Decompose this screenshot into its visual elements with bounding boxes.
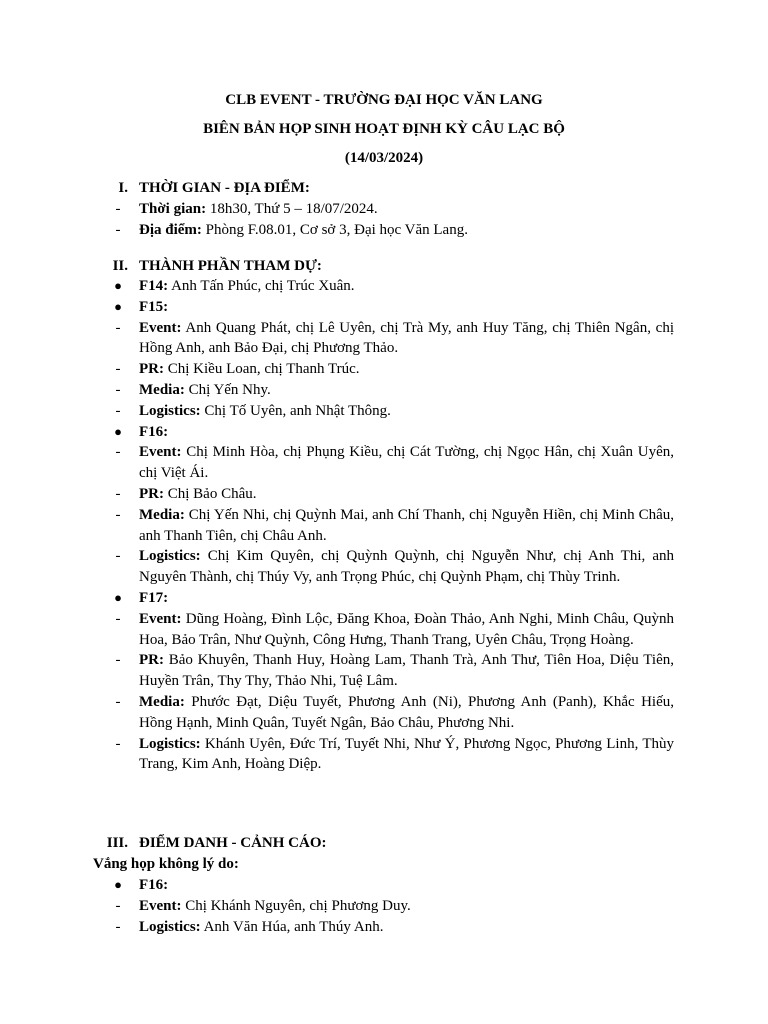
f15-logistics-members: Chị Tố Uyên, anh Nhật Thông. <box>200 402 391 419</box>
list-item-f16-pr <box>0 484 768 505</box>
f16-pr-label: PR: <box>139 485 164 502</box>
f16-pr-members: Chị Bảo Châu. <box>164 485 257 502</box>
location-value: Phòng F.08.01, Cơ sở 3, Đại học Văn Lang. <box>201 221 468 238</box>
dash-marker: - <box>115 610 121 627</box>
list-item-time <box>0 199 768 220</box>
section-2-list <box>0 276 768 775</box>
list-item-f17-event <box>0 609 768 651</box>
list-item-f17 <box>0 588 768 609</box>
absence-event-members: Chị Khánh Nguyên, chị Phương Duy. <box>181 897 411 914</box>
dash-marker: - <box>115 402 121 419</box>
section-1-list <box>0 199 768 241</box>
dash-marker: - <box>115 693 121 710</box>
f16-label: F16: <box>139 423 169 440</box>
f17-label: F17: <box>139 589 169 606</box>
dash-marker: - <box>115 897 121 914</box>
section-1-title: THỜI GIAN - ĐỊA ĐIỂM: <box>139 180 310 196</box>
list-item-f17-logistics <box>0 734 768 776</box>
club-title: CLB EVENT - TRƯỜNG ĐẠI HỌC VĂN LANG <box>225 92 543 108</box>
f16-logistics-label: Logistics: <box>139 548 201 565</box>
time-value: 18h30, Thứ 5 – 18/07/2024. <box>206 201 378 217</box>
f16-event-label: Event: <box>139 444 182 461</box>
f17-media-members: Phước Đạt, Diệu Tuyết, Phương Anh (Ni), Phương Anh (Panh), Khắc Hiếu, Hồng Hạnh, Minh Quân, Tuyết Ngân, Bảo Châu, Phương Nhi. <box>139 693 674 731</box>
list-item-f16-media <box>0 505 768 547</box>
dash-marker: - <box>115 506 121 523</box>
f15-event-label: Event: <box>139 319 182 336</box>
list-item-f16 <box>0 422 768 443</box>
dash-marker: - <box>115 319 121 336</box>
section-3-list <box>0 875 768 937</box>
list-item-f15-event <box>0 318 768 360</box>
f15-event-members: Anh Quang Phát, chị Lê Uyên, chị Trà My, anh Huy Tăng, chị Thiên Ngân, chị Hồng Anh, anh Bảo Đại, chị Phương Thảo. <box>139 319 674 357</box>
f16-media-members: Chị Yến Nhi, chị Quỳnh Mai, anh Chí Thanh, chị Nguyễn Hiền, chị Minh Châu, anh Thanh Tiên, chị Châu Anh. <box>139 506 674 544</box>
f17-event-members: Dũng Hoàng, Đình Lộc, Đăng Khoa, Đoàn Thảo, Anh Nghi, Minh Châu, Quỳnh Hoa, Bảo Trân, Như Quỳnh, Công Hưng, Thanh Trang, Uyên Châu, Trọng Hoàng. <box>139 610 674 648</box>
f14-members: Anh Tấn Phúc, chị Trúc Xuân. <box>168 278 355 294</box>
absence-event-label: Event: <box>139 897 182 914</box>
f15-media-members: Chị Yến Nhy. <box>184 381 271 398</box>
list-item-absence-event <box>0 896 768 917</box>
f15-pr-label: PR: <box>139 361 164 378</box>
bullet-marker: ● <box>114 298 122 314</box>
dash-marker: - <box>115 221 121 238</box>
minutes-title: BIÊN BẢN HỌP SINH HOẠT ĐỊNH KỲ CÂU LẠC BỘ <box>203 121 565 137</box>
f16-media-label: Media: <box>139 506 185 523</box>
time-label: Thời gian: <box>139 201 207 217</box>
location-label: Địa điểm: <box>139 221 202 238</box>
bullet-marker: ● <box>114 589 122 605</box>
bullet-marker: ● <box>114 877 122 892</box>
section-2-title: THÀNH PHẦN THAM DỰ: <box>139 258 322 274</box>
dash-marker: - <box>115 201 121 217</box>
f17-logistics-label: Logistics: <box>139 735 201 752</box>
section-3-title: ĐIỂM DANH - CẢNH CÁO: <box>139 835 327 851</box>
section-1-number: I. <box>118 180 128 196</box>
dash-marker: - <box>115 548 121 565</box>
list-item-f15-pr <box>0 359 768 380</box>
bullet-marker: ● <box>114 278 122 293</box>
section-3-number: III. <box>106 835 128 851</box>
list-item-f15 <box>0 297 768 318</box>
absence-logistics-members: Anh Văn Húa, anh Thúy Anh. <box>200 918 384 935</box>
dash-marker: - <box>115 361 121 378</box>
f15-pr-members: Chị Kiều Loan, chị Thanh Trúc. <box>164 361 360 378</box>
list-item-f16-event <box>0 442 768 484</box>
list-item-f15-logistics <box>0 401 768 422</box>
dash-marker: - <box>115 735 121 752</box>
section-1-heading <box>0 178 768 199</box>
f17-logistics-members: Khánh Uyên, Đức Trí, Tuyết Nhi, Như Ý, Phương Ngọc, Phương Linh, Thùy Trang, Kim Anh, Hoàng Diệp. <box>139 735 674 773</box>
f17-event-label: Event: <box>139 610 182 627</box>
section-3-heading <box>0 833 768 854</box>
list-item-f14 <box>0 276 768 297</box>
f16-logistics-members: Chị Kim Quyên, chị Quỳnh Quỳnh, chị Nguyễn Như, chị Anh Thi, anh Nguyên Thành, chị Thúy Vy, anh Trọng Phúc, chị Quỳnh Phạm, chị Thùy Trinh. <box>139 548 674 586</box>
dash-marker: - <box>115 444 121 461</box>
dash-marker: - <box>115 918 121 935</box>
absence-subtitle: Vắng họp không lý do: <box>93 856 239 872</box>
list-item-absence-logistics <box>0 917 768 938</box>
list-item-f17-media <box>0 692 768 734</box>
f17-media-label: Media: <box>139 693 185 710</box>
list-item-location <box>0 220 768 241</box>
f16-event-members: Chị Minh Hòa, chị Phụng Kiều, chị Cát Tường, chị Ngọc Hân, chị Xuân Uyên, chị Việt Ái. <box>139 444 674 482</box>
absence-logistics-label: Logistics: <box>139 918 201 935</box>
minutes-date: (14/03/2024) <box>344 150 424 166</box>
dash-marker: - <box>115 381 121 398</box>
f17-pr-members: Bảo Khuyên, Thanh Huy, Hoàng Lam, Thanh Trà, Anh Thư, Tiên Hoa, Diệu Tiên, Huyền Trân, Thy Thy, Thảo Nhi, Tuệ Lâm. <box>139 652 674 690</box>
list-item-f17-pr <box>0 650 768 692</box>
f15-media-label: Media: <box>139 381 185 398</box>
section-2-number: II. <box>112 258 128 274</box>
dash-marker: - <box>115 485 121 502</box>
f15-logistics-label: Logistics: <box>139 402 201 419</box>
dash-marker: - <box>115 652 121 669</box>
document-header <box>0 86 768 173</box>
list-item-f15-media <box>0 380 768 401</box>
f15-label: F15: <box>139 298 169 315</box>
f17-pr-label: PR: <box>139 652 164 669</box>
f14-label: F14: <box>139 278 169 294</box>
list-item-f16-logistics <box>0 546 768 588</box>
list-item-f16-absence <box>0 875 768 896</box>
bullet-marker: ● <box>114 423 122 439</box>
absence-f16-label: F16: <box>139 877 169 893</box>
section-2-heading <box>0 256 768 277</box>
